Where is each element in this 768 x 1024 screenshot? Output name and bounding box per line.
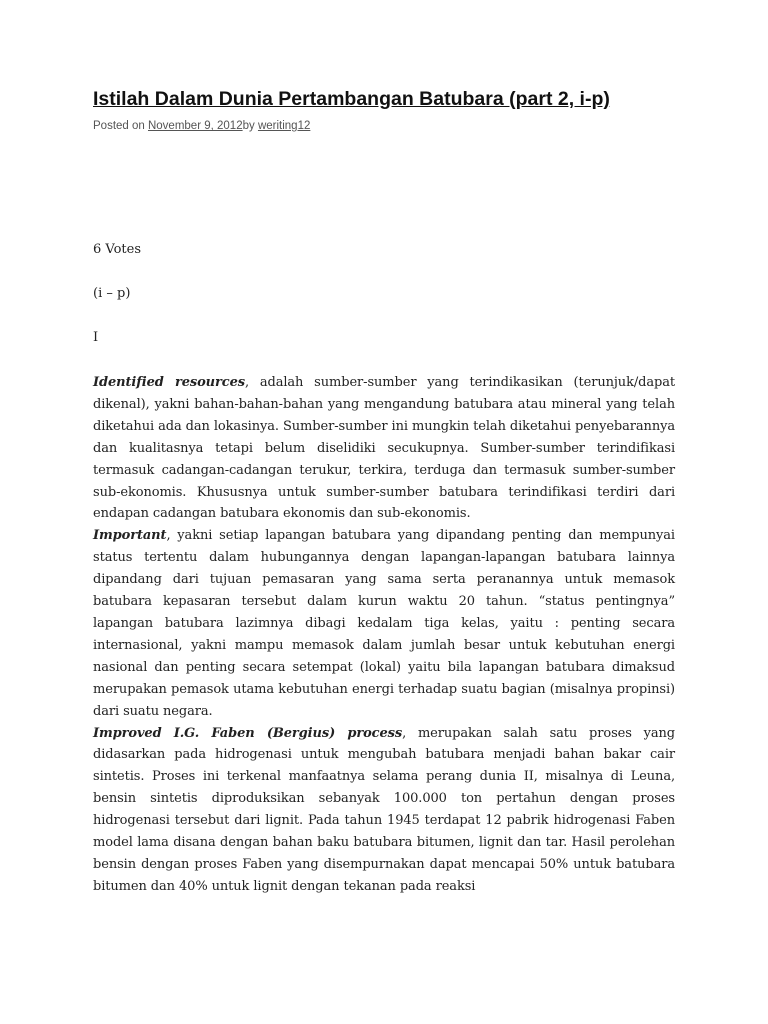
glossary-entry bbox=[93, 525, 675, 722]
glossary-term: Important bbox=[93, 528, 167, 544]
post-meta bbox=[93, 119, 310, 134]
author-link[interactable]: weriting12 bbox=[257, 120, 311, 132]
post-date-link[interactable]: November 9, 2012 bbox=[147, 120, 243, 132]
votes-count: 6 Votes bbox=[93, 242, 142, 257]
letter-range: (i – p) bbox=[93, 286, 131, 301]
by-label: by bbox=[242, 120, 258, 132]
glossary-term: Identified resources bbox=[93, 375, 245, 390]
glossary-definition: , yakni setiap lapangan batubara yang dipandang penting dan mempunyai status tertentu dalam hubungannya dengan lapangan-lapangan batubara lainnya dipandang dari tujuan pemasaran yang sama serta peranannya untuk memasok batubara kepasaran tersebut dalam kurun waktu 20 tahun. “status pentingnya” lapangan batubara lazimnya dibagi kedalam tiga kelas, yaitu : penting secara internasional, yakni mampu memasok dalam jumlah besar untuk kebutuhan energi nasional dan penting secara setempat (lokal) yaitu bila lapangan batubara dimaksud merupakan pemasok utama kebutuhan energi terhadap suatu bagian (misalnya propinsi) dari suatu negara. bbox=[93, 528, 675, 719]
glossary-entry bbox=[93, 723, 675, 898]
glossary-entry bbox=[93, 372, 675, 525]
glossary-definition: , merupakan salah satu proses yang didasarkan pada hidrogenasi untuk mengubah batubara menjadi bahan bakar cair sintetis. Proses ini terkenal manfaatnya selama perang dunia II, misalnya di Leuna, bensin sintetis diproduksikan sebanyak 100.000 ton pertahun dengan proses hidrogenasi tersebut dari lignit. Pada tahun 1945 terdapat 12 pabrik hidrogenasi Faben model lama disana dengan bahan baku batubara bitumen, lignit dan tar. Hasil perolehan bensin dengan proses Faben yang disempurnakan dapat mencapai 50% untuk batubara bitumen dan 40% untuk lignit dengan tekanan pada reaksi bbox=[93, 725, 676, 894]
glossary-entries bbox=[93, 372, 675, 898]
glossary-term: Improved I.G. Faben (Bergius) process bbox=[93, 725, 403, 741]
section-letter: I bbox=[93, 330, 99, 345]
posted-on-label: Posted on bbox=[93, 120, 148, 132]
glossary-definition: , adalah sumber-sumber yang terindikasikan (terunjuk/dapat dikenal), yakni bahan-bahan-bahan yang mengandung batubara atau mineral yang telah diketahui ada dan lokasinya. Sumber-sumber ini mungkin telah diketahui penyebarannya dan kualitasnya tetapi belum diselidiki secukupnya. Sumber-sumber terindifikasi termasuk cadangan-cadangan terukur, terkira, terduga dan termasuk sumber-sumber sub-ekonomis. Khususnya untuk sumber-sumber batubara terindifikasi terdiri dari endapan cadangan batubara ekonomis dan sub-ekonomis. bbox=[93, 375, 675, 522]
post-title-link[interactable]: Istilah Dalam Dunia Pertambangan Batubara (part 2, i-p) bbox=[93, 88, 610, 110]
